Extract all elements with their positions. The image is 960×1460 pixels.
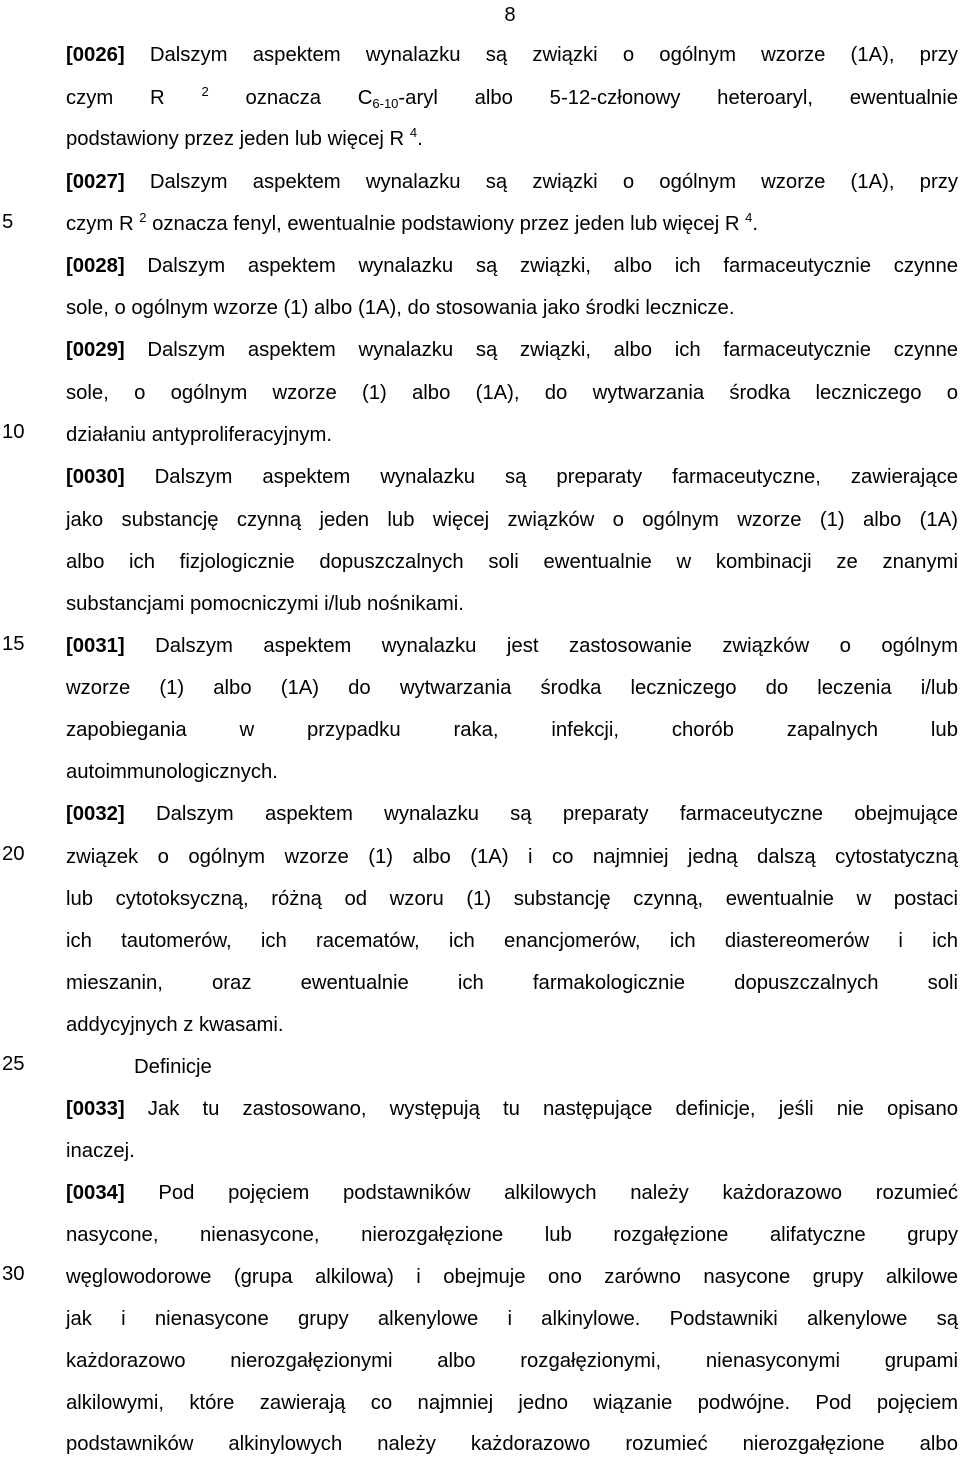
text-line	[66, 43, 958, 67]
subscript: 6-10	[372, 96, 399, 111]
text-span: substancjami pomocniczymi i/lub nośnikami.	[66, 593, 464, 615]
text-span: wzorze (1) albo (1A) do wytwarzania środka leczniczego do leczenia i/lub	[66, 677, 958, 699]
text-span: oznacza fenyl, ewentualnie podstawiony przez jeden lub więcej R	[152, 213, 740, 235]
text-line	[66, 86, 958, 110]
text-line	[66, 1432, 958, 1456]
text-span: Jak tu zastosowano, występują tu następujące definicje, jeśli nie opisano	[147, 1098, 958, 1120]
text-span: Dalszym aspektem wynalazku są związki, albo ich farmaceutycznie czynne	[147, 255, 958, 277]
text-line	[66, 170, 958, 194]
text-span: każdorazowo nierozgałęzionymi albo rozgałęzionymi, nienasyconymi grupami	[66, 1350, 958, 1372]
paragraph-id: [0031]	[66, 635, 125, 657]
text-line	[66, 634, 958, 658]
text-span: Dalszym aspektem wynalazku są związki, albo ich farmaceutycznie czynne	[147, 339, 958, 361]
text-line	[66, 1391, 958, 1415]
section-heading: Definicje	[134, 1056, 212, 1078]
text-span: czym R	[66, 213, 134, 235]
text-line	[66, 1223, 958, 1247]
text-line	[66, 1181, 958, 1205]
text-span: działaniu antyproliferacyjnym.	[66, 424, 333, 446]
text-line	[66, 929, 958, 953]
text-span: Dalszym aspektem wynalazku są preparaty farmaceutyczne obejmujące	[155, 803, 958, 825]
page-number: 8	[504, 4, 516, 26]
text-line	[66, 423, 958, 447]
superscript: 4	[745, 210, 753, 225]
text-line	[66, 676, 958, 700]
paragraph-id: [0027]	[66, 171, 125, 193]
text-span: Dalszym aspektem wynalazku są związki o ogólnym wzorze (1A), przy	[149, 44, 958, 66]
paragraph-id: [0034]	[66, 1182, 125, 1204]
text-line	[66, 1097, 958, 1121]
text-span: zapobiegania w przypadku raka, infekcji, chorób zapalnych lub	[66, 719, 958, 741]
text-span: inaczej.	[66, 1140, 135, 1162]
text-line	[66, 1349, 958, 1373]
text-line	[66, 887, 958, 911]
text-span: albo ich fizjologicznie dopuszczalnych soli ewentualnie w kombinacji ze znanymi	[66, 551, 958, 573]
text-span: Dalszym aspektem wynalazku jest zastosowanie związków o ogólnym	[155, 635, 958, 657]
text-line	[66, 718, 958, 742]
text-span: .	[417, 128, 423, 150]
text-line	[66, 212, 958, 236]
line-number-5: 5	[2, 211, 14, 233]
text-span: sole, o ogólnym wzorze (1) albo (1A), do wytwarzania środka leczniczego o	[66, 382, 958, 404]
text-span: nasycone, nienasycone, nierozgałęzione lub rozgałęzione alifatyczne grupy	[66, 1224, 958, 1246]
text-line	[66, 1013, 958, 1037]
text-span: Dalszym aspektem wynalazku są związki o ogólnym wzorze (1A), przy	[149, 171, 958, 193]
text-line	[66, 296, 958, 320]
paragraph-id: [0029]	[66, 339, 125, 361]
text-line	[66, 338, 958, 362]
paragraph-id: [0032]	[66, 803, 125, 825]
text-line	[66, 1307, 958, 1331]
text-line	[66, 971, 958, 995]
text-line	[66, 760, 958, 784]
text-span: sole, o ogólnym wzorze (1) albo (1A), do stosowania jako środki lecznicze.	[66, 297, 735, 319]
text-span: podstawników alkinylowych należy każdorazowo rozumieć nierozgałęzione albo	[66, 1433, 958, 1455]
line-number-30: 30	[2, 1263, 25, 1285]
text-span: Pod pojęciem podstawników alkilowych należy każdorazowo rozumieć	[158, 1182, 958, 1204]
text-span: alkilowymi, które zawierają co najmniej jedno wiązanie podwójne. Pod pojęciem	[66, 1392, 958, 1414]
text-span: podstawiony przez jeden lub więcej R	[66, 128, 405, 150]
text-span: jak i nienasycone grupy alkenylowe i alkinylowe. Podstawniki alkenylowe są	[66, 1308, 958, 1330]
superscript: 4	[409, 125, 418, 140]
line-number-15: 15	[2, 633, 25, 655]
text-line	[66, 1265, 958, 1289]
text-line	[66, 127, 958, 151]
text-span: jako substancję czynną jeden lub więcej związków o ogólnym wzorze (1) albo (1A)	[66, 509, 958, 531]
text-line	[66, 508, 958, 532]
text-span: węglowodorowe (grupa alkilowa) i obejmuje ono zarówno nasycone grupy alkilowe	[66, 1266, 958, 1288]
text-span: czym R	[66, 87, 165, 109]
superscript: 2	[201, 84, 209, 99]
line-number-10: 10	[2, 421, 25, 443]
text-span: ich tautomerów, ich racematów, ich enancjomerów, ich diastereomerów i ich	[66, 930, 958, 952]
paragraph-id: [0030]	[66, 466, 125, 488]
text-span: mieszanin, oraz ewentualnie ich farmakologicznie dopuszczalnych soli	[66, 972, 958, 994]
line-number-25: 25	[2, 1053, 25, 1075]
text-span: lub cytotoksyczną, różną od wzoru (1) substancję czynną, ewentualnie w postaci	[66, 888, 958, 910]
text-line	[66, 254, 958, 278]
text-line	[66, 802, 958, 826]
text-span: addycyjnych z kwasami.	[66, 1014, 284, 1036]
superscript: 2	[139, 210, 147, 225]
text-line	[66, 592, 958, 616]
text-span: związek o ogólnym wzorze (1) albo (1A) i co najmniej jedną dalszą cytostatyczną	[66, 846, 958, 868]
text-span: autoimmunologicznych.	[66, 761, 278, 783]
text-span: .	[752, 213, 759, 235]
text-span: oznacza C	[245, 87, 373, 109]
text-span: -aryl albo 5-12-członowy heteroaryl, ewentualnie	[398, 87, 958, 109]
text-line	[66, 465, 958, 489]
text-line	[66, 381, 958, 405]
paragraph-id: [0026]	[66, 44, 125, 66]
text-line	[66, 845, 958, 869]
line-number-20: 20	[2, 843, 25, 865]
text-span: Dalszym aspektem wynalazku są preparaty farmaceutyczne, zawierające	[154, 466, 958, 488]
text-line	[66, 1139, 958, 1163]
text-line	[66, 550, 958, 574]
paragraph-id: [0028]	[66, 255, 125, 277]
paragraph-id: [0033]	[66, 1098, 125, 1120]
